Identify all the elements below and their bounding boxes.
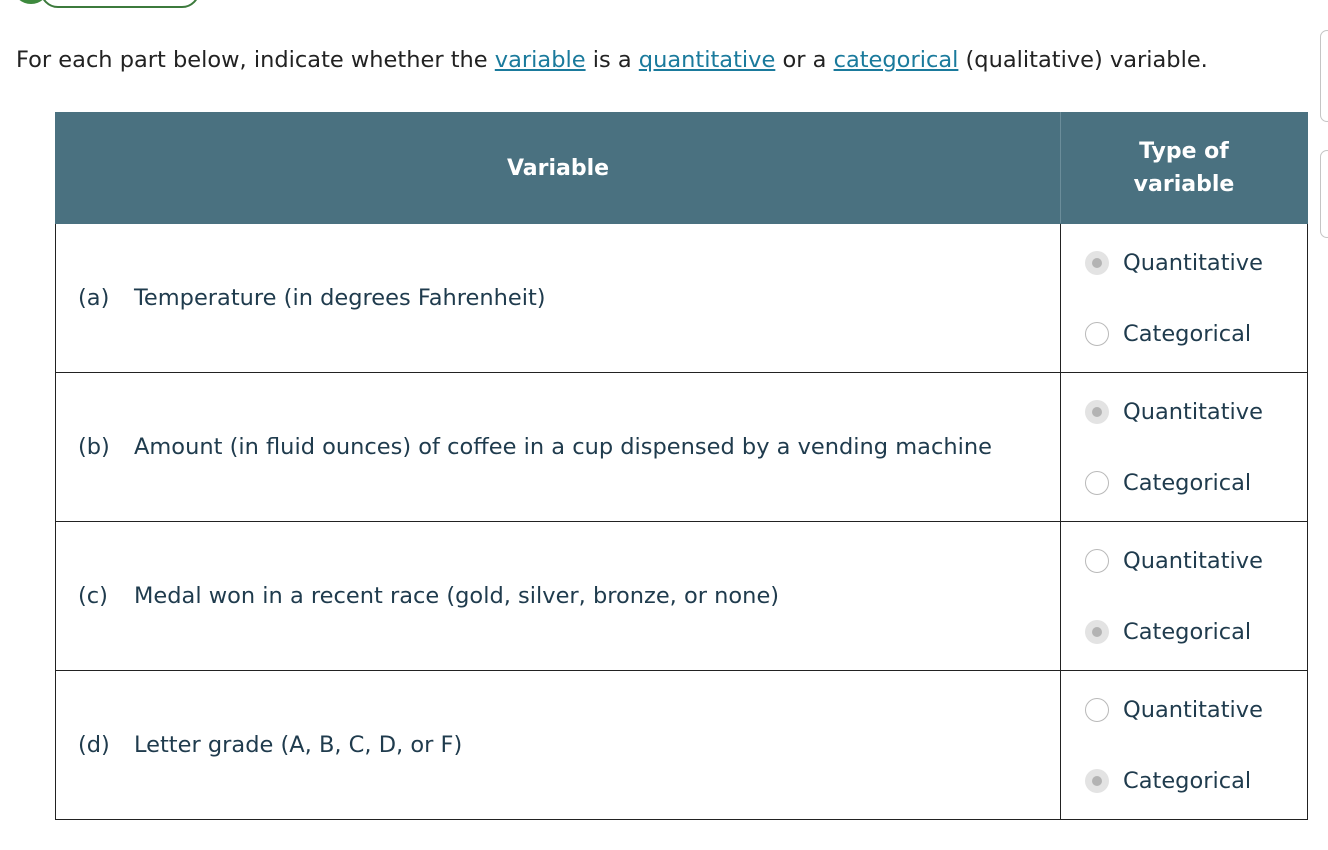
variable-description: Medal won in a recent race (gold, silver, bronze, or none)	[134, 583, 780, 609]
radio-label: Quantitative	[1123, 398, 1263, 425]
prompt-text-middle-2: or a	[775, 47, 834, 73]
table-header-row	[56, 113, 1308, 224]
variable-description: Temperature (in degrees Fahrenheit)	[134, 285, 546, 311]
table-row	[56, 224, 1308, 373]
variable-link[interactable]: variable	[494, 47, 586, 73]
radio-button-categorical[interactable]	[1085, 620, 1109, 644]
side-panel-tab-2[interactable]	[1320, 150, 1328, 238]
radio-label: Quantitative	[1123, 547, 1263, 574]
variable-cell-c	[56, 522, 1061, 671]
radio-label: Quantitative	[1123, 696, 1263, 723]
radio-option-categorical[interactable]	[1085, 465, 1307, 501]
radio-label: Categorical	[1123, 469, 1252, 496]
part-label: (b)	[78, 434, 110, 460]
radio-button-quantitative[interactable]	[1085, 549, 1109, 573]
part-label: (a)	[78, 285, 110, 311]
radio-option-quantitative[interactable]	[1085, 692, 1307, 728]
part-label: (d)	[78, 732, 110, 758]
variable-type-table	[55, 112, 1308, 820]
radio-option-quantitative[interactable]	[1085, 543, 1307, 579]
type-cell-c	[1061, 522, 1308, 671]
prompt-text-before: For each part below, indicate whether the	[16, 47, 495, 73]
radio-option-categorical[interactable]	[1085, 614, 1307, 650]
header-type-text: Type of variable	[1133, 139, 1235, 197]
top-action-button[interactable]	[40, 0, 200, 8]
categorical-link[interactable]: categorical	[833, 47, 959, 73]
type-cell-b	[1061, 373, 1308, 522]
table-row	[56, 522, 1308, 671]
header-variable: Variable	[56, 113, 1061, 224]
radio-label: Categorical	[1123, 767, 1252, 794]
radio-button-categorical[interactable]	[1085, 322, 1109, 346]
variable-description: Letter grade (A, B, C, D, or F)	[134, 732, 463, 758]
type-cell-d	[1061, 671, 1308, 820]
radio-button-categorical[interactable]	[1085, 769, 1109, 793]
radio-button-categorical[interactable]	[1085, 471, 1109, 495]
radio-option-quantitative[interactable]	[1085, 394, 1307, 430]
variable-cell-b	[56, 373, 1061, 522]
radio-label: Categorical	[1123, 320, 1252, 347]
radio-button-quantitative[interactable]	[1085, 251, 1109, 275]
side-panel-tab-1[interactable]	[1320, 30, 1328, 122]
radio-option-quantitative[interactable]	[1085, 245, 1307, 281]
radio-button-quantitative[interactable]	[1085, 698, 1109, 722]
table-row	[56, 671, 1308, 820]
variable-cell-a	[56, 224, 1061, 373]
variable-description: Amount (in fluid ounces) of coffee in a cup dispensed by a vending machine	[134, 434, 992, 460]
type-cell-a	[1061, 224, 1308, 373]
part-label: (c)	[78, 583, 108, 609]
table-body	[56, 224, 1308, 820]
quantitative-link[interactable]: quantitative	[638, 47, 776, 73]
radio-option-categorical[interactable]	[1085, 763, 1307, 799]
variable-cell-d	[56, 671, 1061, 820]
prompt-text-middle-1: is a	[585, 47, 639, 73]
prompt-text-after: (qualitative) variable.	[958, 47, 1208, 73]
radio-label: Quantitative	[1123, 249, 1263, 276]
radio-option-categorical[interactable]	[1085, 316, 1307, 352]
table-row	[56, 373, 1308, 522]
header-type-of-variable	[1061, 113, 1308, 224]
radio-button-quantitative[interactable]	[1085, 400, 1109, 424]
question-prompt	[16, 45, 1306, 75]
radio-label: Categorical	[1123, 618, 1252, 645]
